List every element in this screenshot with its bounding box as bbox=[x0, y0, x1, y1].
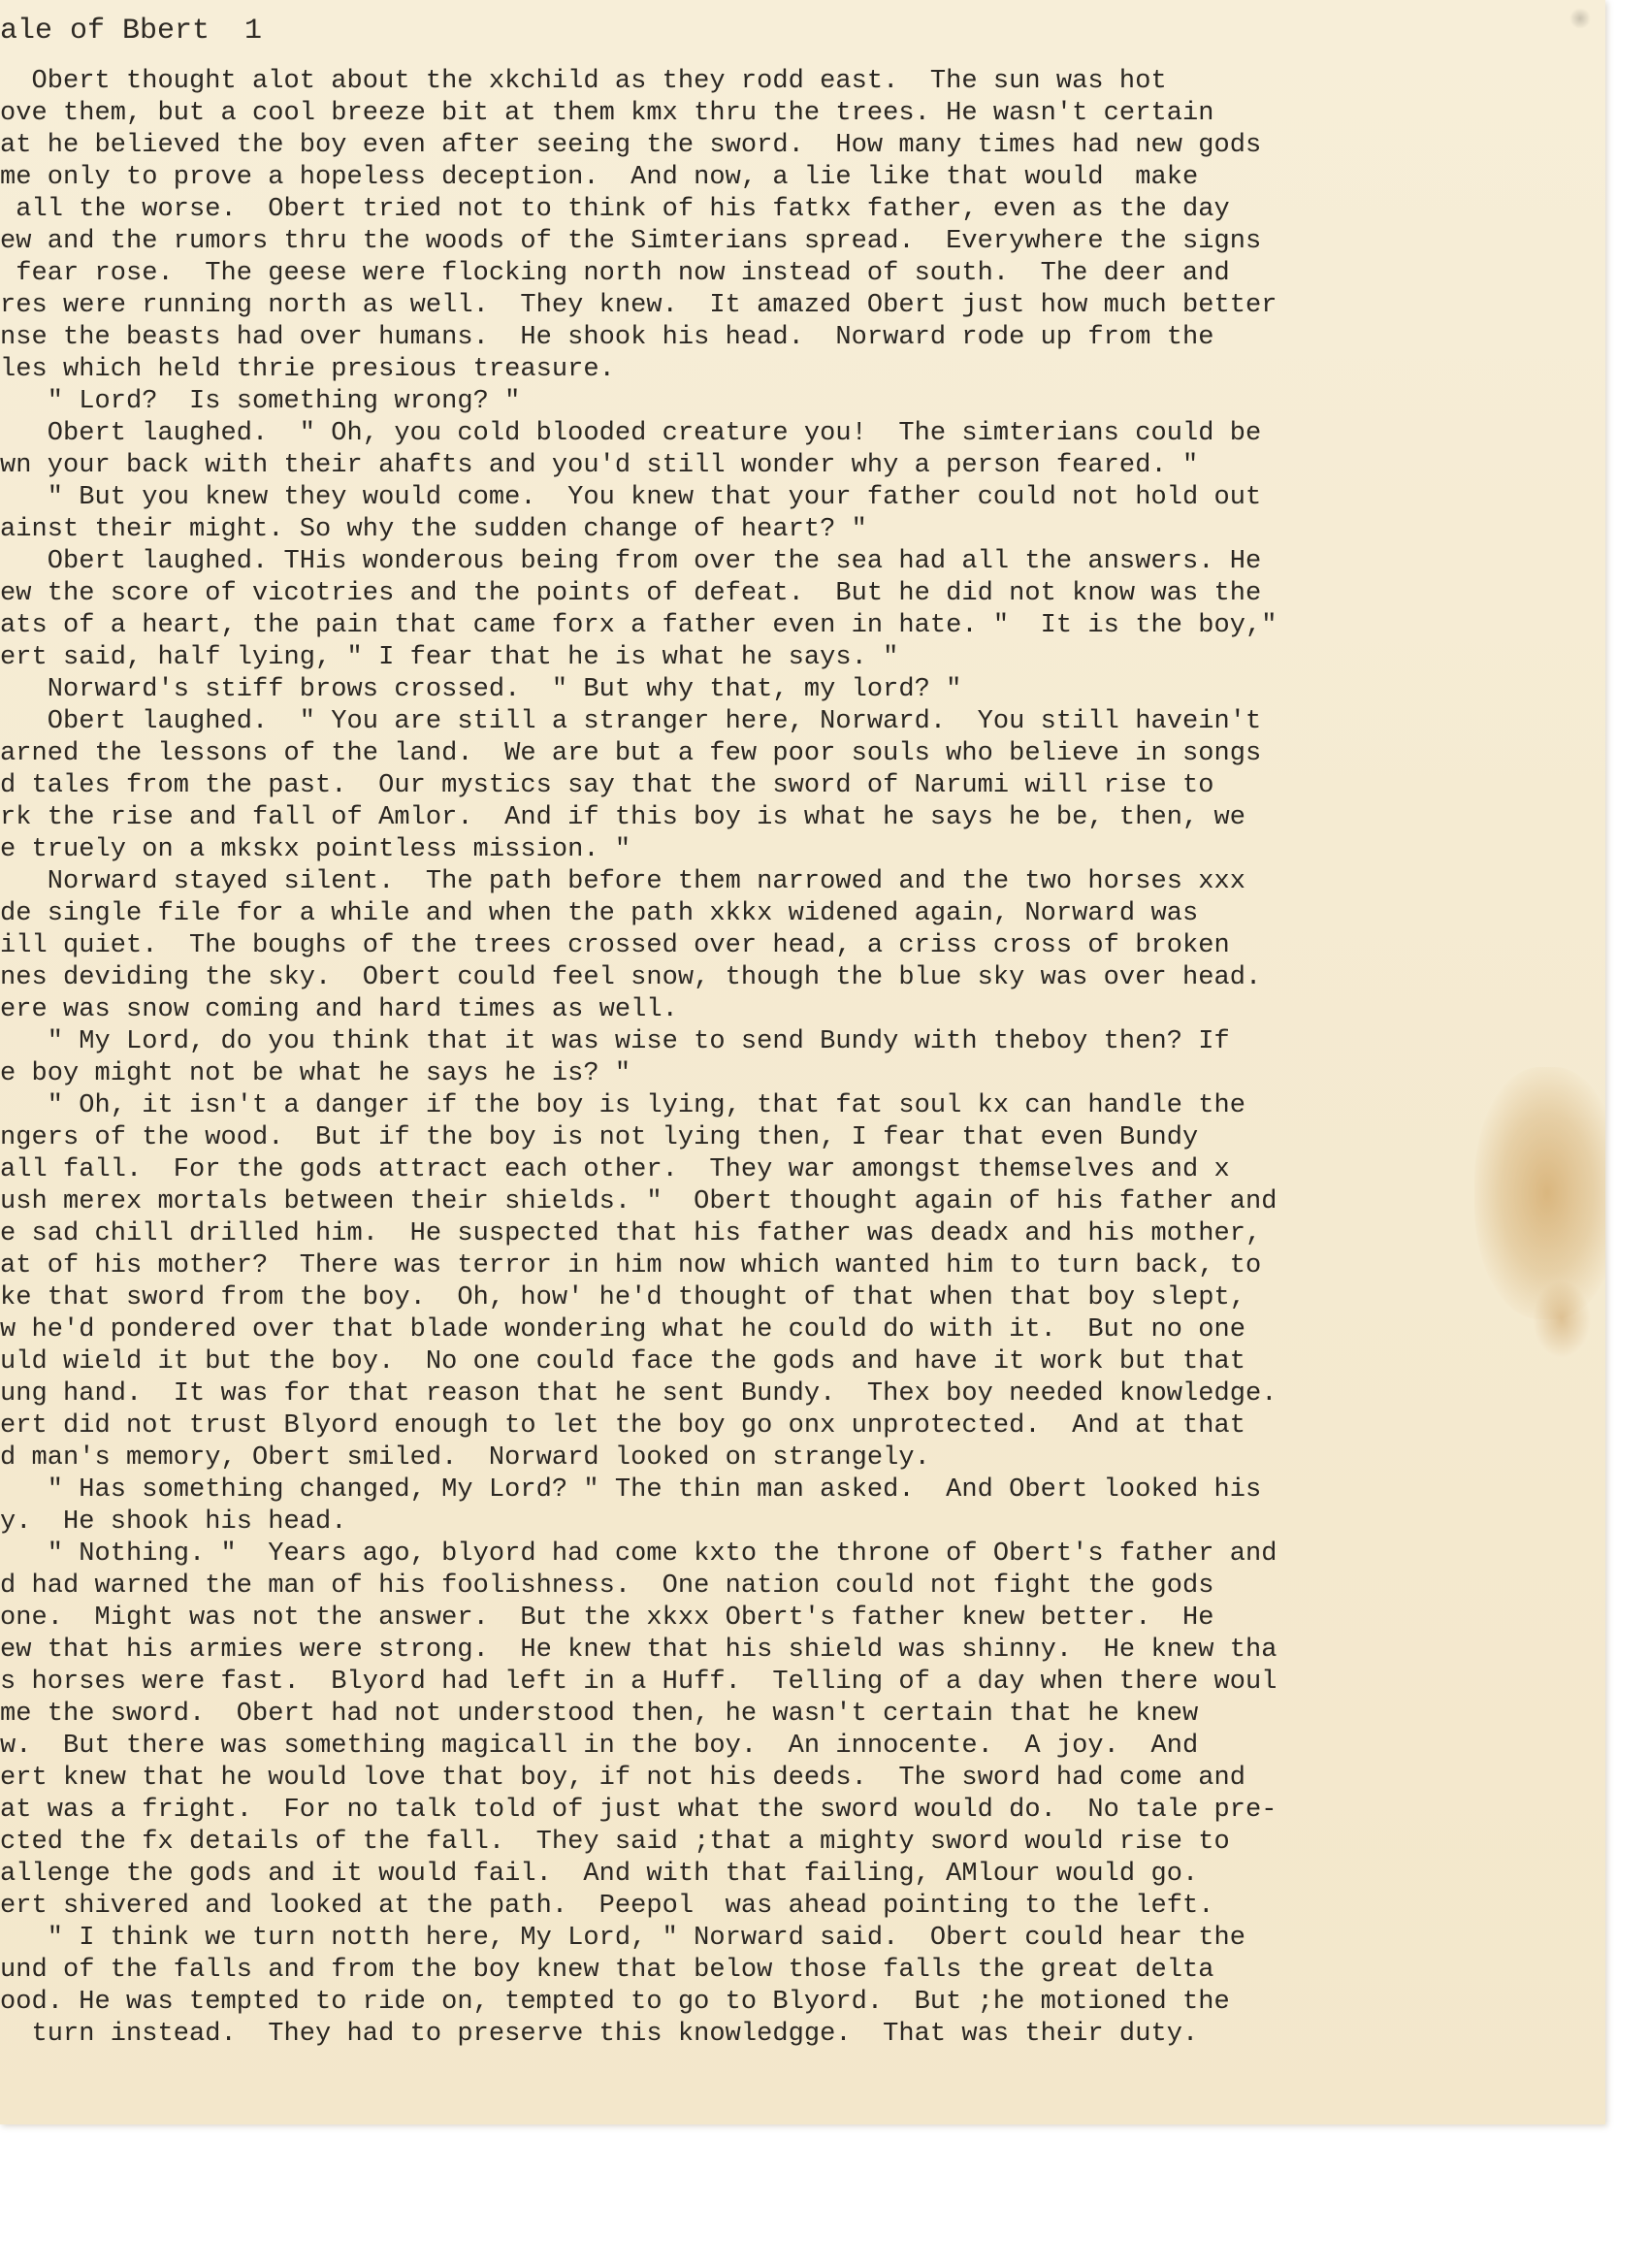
page-header: ale of Bbert 1 bbox=[0, 15, 263, 48]
text-line: ung hand. It was for that reason that he sent Bundy. Thex boy needed knowledge. bbox=[0, 1379, 1277, 1409]
text-line: allenge the gods and it would fail. And with that failing, AMlour would go. bbox=[0, 1860, 1199, 1889]
text-line: e truely on a mkskx pointless mission. " bbox=[0, 835, 631, 864]
text-line: at he believed the boy even after seeing the sword. How many times had new gods bbox=[0, 131, 1262, 160]
text-line: all the worse. Obert tried not to think of his fatkx father, even as the day bbox=[0, 195, 1230, 224]
text-line: d man's memory, Obert smiled. Norward looked on strangely. bbox=[0, 1443, 930, 1473]
text-line: ainst their might. So why the sudden change of heart? " bbox=[0, 515, 867, 544]
text-line: und of the falls and from the boy knew that below those falls the great delta bbox=[0, 1956, 1214, 1985]
water-stain bbox=[1474, 1067, 1605, 1319]
corner-mark bbox=[1569, 8, 1591, 29]
text-line: de single file for a while and when the path xkkx widened again, Norward was bbox=[0, 899, 1199, 928]
text-line: arned the lessons of the land. We are but a few poor souls who believe in songs bbox=[0, 739, 1262, 768]
text-line: ert knew that he would love that boy, if not his deeds. The sword had come and bbox=[0, 1764, 1245, 1793]
typed-text-body bbox=[0, 66, 1277, 2051]
text-line: s horses were fast. Blyord had left in a Huff. Telling of a day when there woul bbox=[0, 1668, 1277, 1697]
water-stain-small bbox=[1533, 1280, 1591, 1358]
text-line: one. Might was not the answer. But the xkxx Obert's father knew better. He bbox=[0, 1604, 1214, 1633]
text-line: wn your back with their ahafts and you'd still wonder why a person feared. " bbox=[0, 451, 1199, 480]
text-line: Obert laughed. " Oh, you cold blooded creature you! The simterians could be bbox=[0, 419, 1262, 448]
text-line: uld wield it but the boy. No one could face the gods and have it work but that bbox=[0, 1347, 1245, 1377]
text-line: res were running north as well. They knew. It amazed Obert just how much better bbox=[0, 291, 1277, 320]
text-line: " Has something changed, My Lord? " The thin man asked. And Obert looked his bbox=[0, 1475, 1262, 1505]
text-line: nes deviding the sky. Obert could feel snow, though the blue sky was over head. bbox=[0, 963, 1262, 992]
text-line: ew the score of vicotries and the points of defeat. But he did not know was the bbox=[0, 579, 1262, 608]
text-line: ush merex mortals between their shields. " Obert thought again of his father and bbox=[0, 1187, 1277, 1216]
text-line: w he'd pondered over that blade wondering what he could do with it. But no one bbox=[0, 1315, 1245, 1345]
text-line: me the sword. Obert had not understood then, he wasn't certain that he knew bbox=[0, 1700, 1199, 1729]
text-line: Obert thought alot about the xkchild as they rodd east. The sun was hot bbox=[0, 67, 1167, 96]
text-line: ill quiet. The boughs of the trees crossed over head, a criss cross of broken bbox=[0, 931, 1230, 960]
text-line: Obert laughed. THis wonderous being from over the sea had all the answers. He bbox=[0, 547, 1262, 576]
text-line: ngers of the wood. But if the boy is not lying then, I fear that even Bundy bbox=[0, 1123, 1199, 1152]
text-line: rk the rise and fall of Amlor. And if this boy is what he says he be, then, we bbox=[0, 803, 1245, 832]
text-line: nse the beasts had over humans. He shook his head. Norward rode up from the bbox=[0, 323, 1214, 352]
text-line: " Nothing. " Years ago, blyord had come kxto the throne of Obert's father and bbox=[0, 1539, 1277, 1569]
text-line: ove them, but a cool breeze bit at them kmx thru the trees. He wasn't certain bbox=[0, 99, 1214, 128]
text-line: d had warned the man of his foolishness. One nation could not fight the gods bbox=[0, 1571, 1214, 1601]
text-line: " But you knew they would come. You knew that your father could not hold out bbox=[0, 483, 1262, 512]
text-line: ew and the rumors thru the woods of the Simterians spread. Everywhere the signs bbox=[0, 227, 1262, 256]
text-line: " My Lord, do you think that it was wise to send Bundy with theboy then? If bbox=[0, 1027, 1230, 1056]
text-line: ew that his armies were strong. He knew that his shield was shinny. He knew tha bbox=[0, 1636, 1277, 1665]
text-line: " I think we turn notth here, My Lord, " Norward said. Obert could hear the bbox=[0, 1924, 1245, 1953]
text-line: ere was snow coming and hard times as well. bbox=[0, 995, 678, 1024]
text-line: all fall. For the gods attract each other. They war amongst themselves and x bbox=[0, 1155, 1230, 1184]
text-line: les which held thrie presious treasure. bbox=[0, 355, 615, 384]
text-line: ats of a heart, the pain that came forx a father even in hate. " It is the boy," bbox=[0, 611, 1277, 640]
text-line: w. But there was something magicall in the boy. An innocente. A joy. And bbox=[0, 1732, 1199, 1761]
text-line: me only to prove a hopeless deception. And now, a lie like that would make bbox=[0, 163, 1199, 192]
text-line: ert shivered and looked at the path. Peepol was ahead pointing to the left. bbox=[0, 1892, 1214, 1921]
text-line: ood. He was tempted to ride on, tempted to go to Blyord. But ;he motioned the bbox=[0, 1988, 1230, 2017]
text-line: cted the fx details of the fall. They said ;that a mighty sword would rise to bbox=[0, 1828, 1230, 1857]
text-line: ert said, half lying, " I fear that he is what he says. " bbox=[0, 643, 899, 672]
text-line: e boy might not be what he says he is? " bbox=[0, 1059, 631, 1088]
text-line: ert did not trust Blyord enough to let the boy go onx unprotected. And at that bbox=[0, 1411, 1245, 1441]
text-line: Norward stayed silent. The path before them narrowed and the two horses xxx bbox=[0, 867, 1245, 896]
text-line: at was a fright. For no talk told of just what the sword would do. No tale pre- bbox=[0, 1796, 1277, 1825]
text-line: d tales from the past. Our mystics say that the sword of Narumi will rise to bbox=[0, 771, 1214, 800]
text-line: at of his mother? There was terror in him now which wanted him to turn back, to bbox=[0, 1251, 1262, 1280]
text-line: " Lord? Is something wrong? " bbox=[0, 387, 521, 416]
text-line: " Oh, it isn't a danger if the boy is lying, that fat soul kx can handle the bbox=[0, 1091, 1245, 1120]
text-line: e sad chill drilled him. He suspected that his father was deadx and his mother, bbox=[0, 1219, 1262, 1248]
text-line: Norward's stiff brows crossed. " But why that, my lord? " bbox=[0, 675, 962, 704]
text-line: turn instead. They had to preserve this knowledgge. That was their duty. bbox=[0, 2020, 1199, 2049]
text-line: ke that sword from the boy. Oh, how' he'd thought of that when that boy slept, bbox=[0, 1283, 1245, 1312]
text-line: Obert laughed. " You are still a stranger here, Norward. You still havein't bbox=[0, 707, 1262, 736]
text-line: y. He shook his head. bbox=[0, 1507, 347, 1537]
text-line: fear rose. The geese were flocking north now instead of south. The deer and bbox=[0, 259, 1230, 288]
